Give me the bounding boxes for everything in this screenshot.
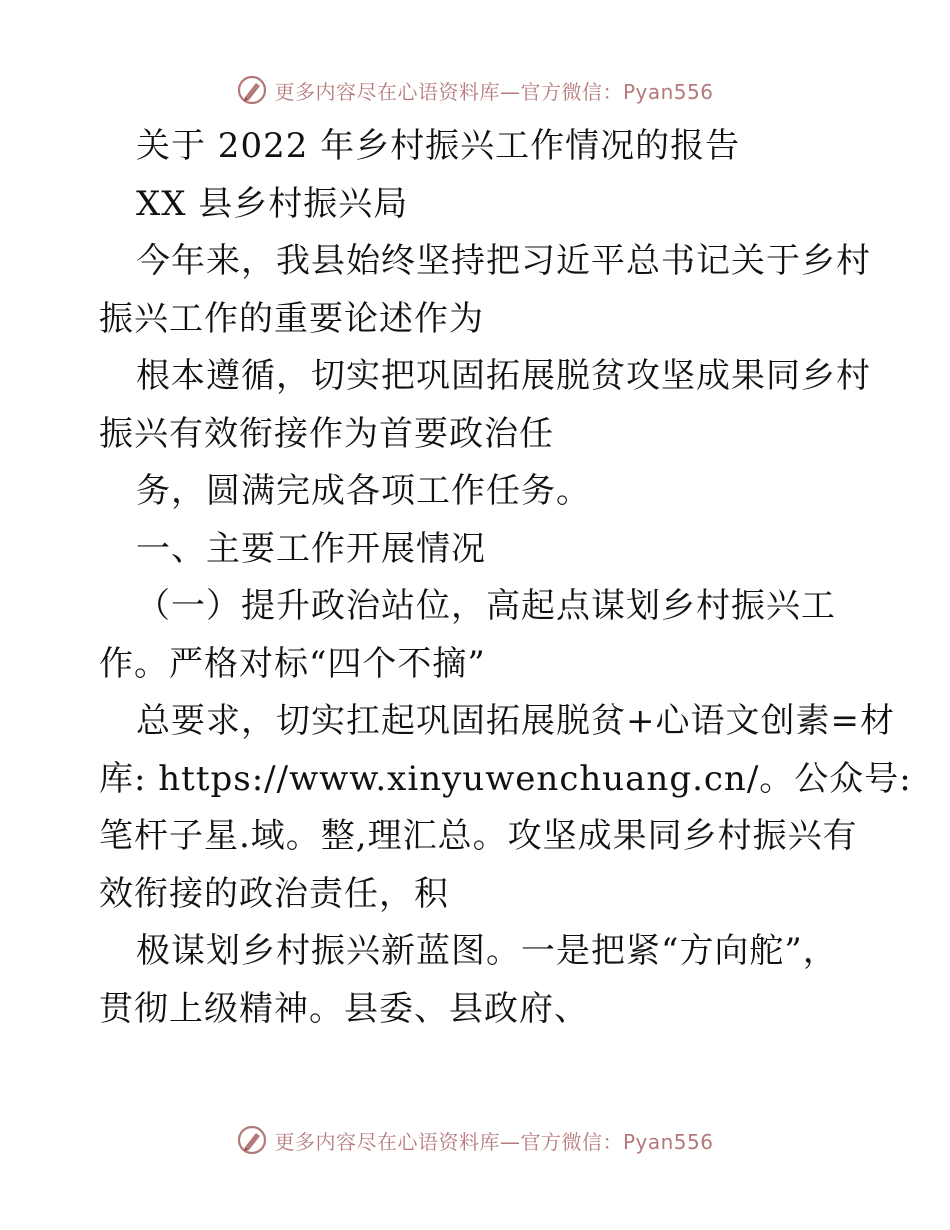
paragraph-line: 极谋划乡村振兴新蓝图。一是把紧“方向舵”，	[136, 931, 838, 971]
paragraph-line: 贯彻上级精神。县委、县政府、	[99, 988, 589, 1029]
paragraph-line: 效衔接的政治责任，积	[99, 873, 449, 914]
watermark-header	[0, 70, 950, 110]
section-heading: 一、主要工作开展情况	[136, 528, 486, 569]
paragraph-line: 根本遵循，切实把巩固拓展脱贫攻坚成果同乡村	[136, 356, 871, 396]
watermark-text: 更多内容尽在心语资料库—官方微信：Pyan556	[274, 79, 714, 104]
subsection-heading: （一）提升政治站位，高起点谋划乡村振兴工	[136, 586, 836, 626]
doc-title: 关于 2022 年乡村振兴工作情况的报告	[136, 126, 741, 166]
paragraph-line: 作。严格对标“四个不摘”	[99, 643, 486, 684]
watermark-text: 更多内容尽在心语资料库—官方微信：Pyan556	[274, 1129, 714, 1154]
doc-author: XX 县乡村振兴局	[136, 183, 409, 224]
document-body	[99, 118, 912, 1038]
paragraph-line: 总要求，切实扛起巩固拓展脱贫+心语文创素=材	[136, 701, 895, 741]
pen-logo-icon	[236, 74, 268, 106]
watermark-footer	[0, 1120, 950, 1160]
paragraph-line: 今年来，我县始终坚持把习近平总书记关于乡村	[136, 241, 871, 281]
paragraph-line: 振兴有效衔接作为首要政治任	[99, 413, 554, 454]
paragraph-line: 务，圆满完成各项工作任务。	[136, 471, 591, 511]
pen-logo-icon	[236, 1124, 268, 1156]
paragraph-line: 笔杆子星.域。整,理汇总。攻坚成果同乡村振兴有	[99, 816, 858, 856]
paragraph-line: 库: https://www.xinyuwenchuang.cn/。公众号:	[99, 758, 912, 799]
paragraph-line: 振兴工作的重要论述作为	[99, 298, 484, 339]
